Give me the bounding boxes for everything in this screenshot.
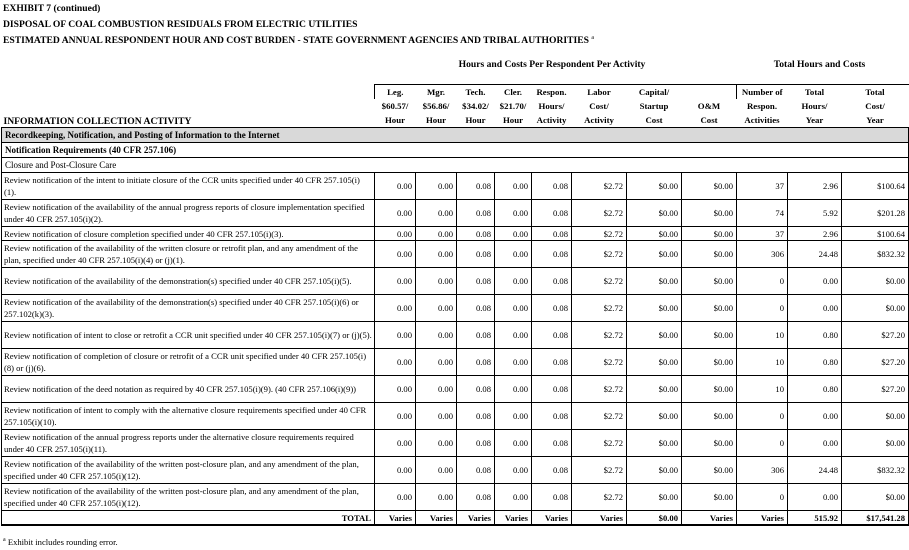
table-cell: 0.00 xyxy=(375,457,416,484)
table-cell: 0.00 xyxy=(375,322,416,349)
activity-header xyxy=(2,85,375,100)
table-cell: 0 xyxy=(737,403,788,430)
table-cell: 0.08 xyxy=(457,241,495,268)
table-cell: 0 xyxy=(737,295,788,322)
activity-description: Review notification of intent to comply with the alternative closure requirements specified under 40 CFR 257.105(i)(10). xyxy=(2,403,375,430)
table-cell: $0.00 xyxy=(627,173,682,200)
table-cell: $0.00 xyxy=(682,241,737,268)
column-header: $21.70/ xyxy=(499,101,527,111)
column-header: $56.86/ xyxy=(422,101,450,111)
table-cell: 24.48 xyxy=(788,457,842,484)
total-cell: $17,541.28 xyxy=(842,511,909,526)
exhibit-label: EXHIBIT 7 (continued) xyxy=(3,3,101,14)
table-cell: 0.00 xyxy=(375,349,416,376)
table-cell: 0.08 xyxy=(457,295,495,322)
section-heading-row xyxy=(2,128,909,143)
table-cell: 0.00 xyxy=(495,200,532,227)
table-cell: $0.00 xyxy=(627,241,682,268)
table-row xyxy=(2,403,909,430)
table-cell: 0.08 xyxy=(532,430,572,457)
column-header: Labor xyxy=(572,85,627,100)
table-cell: 0.00 xyxy=(416,241,457,268)
table-cell: $0.00 xyxy=(682,200,737,227)
table-cell: 0.08 xyxy=(457,376,495,403)
table-cell: 10 xyxy=(737,349,788,376)
table-cell: $0.00 xyxy=(682,457,737,484)
table-row xyxy=(2,227,909,241)
activity-description: Review notification of the availability of the demonstration(s) specified under 40 CFR 257.105(i)(5). xyxy=(2,268,375,295)
table-cell: 0.08 xyxy=(457,268,495,295)
column-header: Startup xyxy=(639,101,669,111)
table-cell: $0.00 xyxy=(842,268,909,295)
table-cell: 0.08 xyxy=(457,322,495,349)
table-cell: 5.92 xyxy=(788,200,842,227)
table-row xyxy=(2,484,909,511)
column-header: Leg. xyxy=(375,85,416,100)
title-footnote-mark: a xyxy=(591,35,595,41)
column-header: Hour xyxy=(416,113,457,128)
table-cell: $2.72 xyxy=(572,200,627,227)
activity-description: Review notification of the annual progress reports under the alternative closure requirements required under 40 CFR 257.105(i)(11). xyxy=(2,430,375,457)
table-cell: 0.00 xyxy=(375,484,416,511)
table-cell: 0.00 xyxy=(375,430,416,457)
table-cell: 0.00 xyxy=(416,376,457,403)
table-cell: 0.08 xyxy=(532,484,572,511)
table-cell: 0.08 xyxy=(457,457,495,484)
table-cell: $2.72 xyxy=(572,430,627,457)
column-header: O&M xyxy=(697,101,721,111)
column-header: Cost xyxy=(682,113,737,128)
table-cell: $27.20 xyxy=(842,322,909,349)
table-cell: $0.00 xyxy=(682,173,737,200)
table-cell: 0.00 xyxy=(495,268,532,295)
table-cell: 0.00 xyxy=(788,295,842,322)
total-cell: Varies xyxy=(532,511,572,526)
column-header: Total xyxy=(788,85,842,100)
table-cell: 0.00 xyxy=(416,349,457,376)
table-cell: 0.00 xyxy=(788,403,842,430)
table-cell: 74 xyxy=(737,200,788,227)
table-cell: 0.00 xyxy=(416,430,457,457)
table-row xyxy=(2,376,909,403)
table-cell: $2.72 xyxy=(572,349,627,376)
column-header: Respon. xyxy=(746,101,778,111)
table-cell: 0.08 xyxy=(532,268,572,295)
table-cell: 0.00 xyxy=(416,295,457,322)
table-cell: 0.00 xyxy=(495,227,532,241)
table-cell: $201.28 xyxy=(842,200,909,227)
table-cell: 0.80 xyxy=(788,322,842,349)
table-cell: 10 xyxy=(737,376,788,403)
table-cell: $0.00 xyxy=(627,349,682,376)
table-cell: 0.80 xyxy=(788,349,842,376)
table-cell: 0.00 xyxy=(416,457,457,484)
column-header: Hour xyxy=(457,113,495,128)
table-cell: 0.08 xyxy=(532,349,572,376)
table-cell: 0.08 xyxy=(457,173,495,200)
table-cell: 0.08 xyxy=(532,173,572,200)
activity-description: Review notification of closure completion specified under 40 CFR 257.105(i)(3). xyxy=(2,227,375,241)
table-cell: 0.08 xyxy=(532,376,572,403)
table-cell: 0.00 xyxy=(495,403,532,430)
total-cell: Varies xyxy=(682,511,737,526)
table-cell: $2.72 xyxy=(572,376,627,403)
table-cell: 0.00 xyxy=(375,295,416,322)
column-header: Mgr. xyxy=(416,85,457,100)
total-label: TOTAL xyxy=(2,511,375,526)
table-cell: 0.08 xyxy=(532,295,572,322)
table-cell: 0.08 xyxy=(532,241,572,268)
column-header: Capital/ xyxy=(627,85,682,100)
table-cell: $100.64 xyxy=(842,227,909,241)
table-cell: 0.00 xyxy=(416,173,457,200)
total-group-header: Total Hours and Costs xyxy=(773,59,866,70)
column-header: Total xyxy=(842,85,909,100)
table-cell: 0.00 xyxy=(375,403,416,430)
exhibit-subtitle xyxy=(3,35,594,46)
total-cell: Varies xyxy=(737,511,788,526)
subsection-heading: Notification Requirements (40 CFR 257.106) xyxy=(2,143,909,158)
exhibit-title: DISPOSAL OF COAL COMBUSTION RESIDUALS FROM ELECTRIC UTILITIES xyxy=(3,19,358,30)
table-cell: 0.00 xyxy=(495,295,532,322)
table-cell: $0.00 xyxy=(842,484,909,511)
column-header: Activity xyxy=(532,113,572,128)
group-heading-row xyxy=(2,158,909,173)
table-cell: 0.00 xyxy=(416,403,457,430)
table-cell: 0.00 xyxy=(495,349,532,376)
table-cell: 0.08 xyxy=(532,200,572,227)
table-cell: 0.00 xyxy=(375,376,416,403)
table-cell: 0.00 xyxy=(495,173,532,200)
table-cell: 0.00 xyxy=(375,268,416,295)
total-cell: Varies xyxy=(416,511,457,526)
column-header: Tech. xyxy=(457,85,495,100)
table-cell: $0.00 xyxy=(627,295,682,322)
table-row xyxy=(2,241,909,268)
table-cell: 0.00 xyxy=(788,268,842,295)
total-cell: 515.92 xyxy=(788,511,842,526)
table-cell: $2.72 xyxy=(572,241,627,268)
table-cell: $2.72 xyxy=(572,484,627,511)
table-cell: 0.00 xyxy=(495,430,532,457)
table-cell: $2.72 xyxy=(572,173,627,200)
table-cell: $832.32 xyxy=(842,457,909,484)
table-cell: $0.00 xyxy=(627,376,682,403)
table-cell: $0.00 xyxy=(682,484,737,511)
column-header: Cler. xyxy=(495,85,532,100)
table-row xyxy=(2,173,909,200)
table-cell: $2.72 xyxy=(572,268,627,295)
table-cell: 0.08 xyxy=(457,403,495,430)
column-header: Hours/ xyxy=(538,101,565,111)
column-header: $34.02/ xyxy=(462,101,489,111)
activity-description: Review notification of the availability of the written post-closure plan, and any amendment of the plan, specified under 40 CFR 257.105(i)(12). xyxy=(2,484,375,511)
table-cell: $0.00 xyxy=(842,295,909,322)
column-header: Respon. xyxy=(532,85,572,100)
table-cell: $2.72 xyxy=(572,403,627,430)
activity-description: Review notification of the availability of the written closure or retrofit plan, and any amendment of the plan, specified under 40 CFR 257.105(i)(4) or (j)(1). xyxy=(2,241,375,268)
table-cell: 0.00 xyxy=(495,457,532,484)
column-header: Activities xyxy=(737,113,788,128)
per-respondent-group-header: Hours and Costs Per Respondent Per Activity xyxy=(458,59,646,70)
footnote-text: Exhibit includes rounding error. xyxy=(7,537,118,547)
table-cell: 0.08 xyxy=(457,484,495,511)
table-cell: $0.00 xyxy=(627,484,682,511)
table-cell: 0 xyxy=(737,484,788,511)
table-cell: $0.00 xyxy=(682,227,737,241)
column-header: Hour xyxy=(375,113,416,128)
activity-description: Review notification of the availability of the annual progress reports of closure implementation specified under 40 CFR 257.105(i)(2). xyxy=(2,200,375,227)
table-cell: 0.08 xyxy=(532,457,572,484)
activity-description: Review notification of the deed notation as required by 40 CFR 257.105(i)(9). (40 CFR 257.106(i)(9)) xyxy=(2,376,375,403)
table-cell: $0.00 xyxy=(682,376,737,403)
activity-header: INFORMATION COLLECTION ACTIVITY xyxy=(2,113,375,128)
column-header xyxy=(682,85,737,100)
table-cell: $832.32 xyxy=(842,241,909,268)
column-header: Number of xyxy=(737,85,788,100)
table-cell: $27.20 xyxy=(842,349,909,376)
column-header: Activity xyxy=(572,113,627,128)
table-cell: $0.00 xyxy=(682,268,737,295)
table-row xyxy=(2,349,909,376)
activity-header xyxy=(2,99,375,113)
header-row xyxy=(2,85,909,100)
table-cell: 0.08 xyxy=(457,200,495,227)
total-cell: Varies xyxy=(375,511,416,526)
table-cell: $0.00 xyxy=(627,268,682,295)
table-cell: $0.00 xyxy=(627,403,682,430)
column-header: Cost/ xyxy=(865,101,885,111)
table-row xyxy=(2,322,909,349)
table-cell: 37 xyxy=(737,173,788,200)
exhibit-subtitle-text: ESTIMATED ANNUAL RESPONDENT HOUR AND COST BURDEN - STATE GOVERNMENT AGENCIES AND TRIBAL AUTHORITIES xyxy=(3,35,589,47)
table-cell: $0.00 xyxy=(682,349,737,376)
table-cell: 0.08 xyxy=(457,227,495,241)
total-row xyxy=(2,511,909,526)
table-cell: $2.72 xyxy=(572,295,627,322)
table-cell: 0.00 xyxy=(495,484,532,511)
table-cell: 0 xyxy=(737,430,788,457)
table-cell: 0.00 xyxy=(375,227,416,241)
table-cell: 0.00 xyxy=(416,268,457,295)
section-heading: Recordkeeping, Notification, and Posting of Information to the Internet xyxy=(2,128,909,143)
table-cell: $0.00 xyxy=(627,322,682,349)
table-cell: 0.00 xyxy=(416,484,457,511)
footnote xyxy=(3,537,118,547)
activity-description: Review notification of the availability of the demonstration(s) specified under 40 CFR 257.105(i)(6) or 257.102(k)(3). xyxy=(2,295,375,322)
table-cell: 306 xyxy=(737,241,788,268)
table-cell: $27.20 xyxy=(842,376,909,403)
table-cell: 0.00 xyxy=(375,200,416,227)
footnote-mark: a xyxy=(3,537,6,544)
table-cell: 0.00 xyxy=(416,227,457,241)
column-header: Year xyxy=(842,113,909,128)
table-cell: 0.00 xyxy=(788,484,842,511)
activity-description: Review notification of the intent to initiate closure of the CCR units specified under 40 CFR 257.105(i)(1). xyxy=(2,173,375,200)
table-cell: 0.00 xyxy=(495,322,532,349)
column-header: $60.57/ xyxy=(381,101,409,111)
column-header: Hour xyxy=(495,113,532,128)
table-cell: 0.80 xyxy=(788,376,842,403)
column-header: Cost xyxy=(627,113,682,128)
table-cell: $0.00 xyxy=(627,227,682,241)
activity-description: Review notification of intent to close or retrofit a CCR unit specified under 40 CFR 257.105(i)(7) or (j)(5). xyxy=(2,322,375,349)
table-cell: $0.00 xyxy=(627,200,682,227)
activity-description: Review notification of completion of closure or retrofit of a CCR unit specified under 40 CFR 257.105(i)(8) or (j)(6). xyxy=(2,349,375,376)
table-cell: 0.08 xyxy=(457,349,495,376)
table-cell: $0.00 xyxy=(627,457,682,484)
table-cell: $0.00 xyxy=(682,430,737,457)
table-row xyxy=(2,200,909,227)
table-cell: $2.72 xyxy=(572,227,627,241)
activity-description: Review notification of the availability of the written post-closure plan, and any amendment of the plan, specified under 40 CFR 257.105(i)(12). xyxy=(2,457,375,484)
table-cell: 0.00 xyxy=(375,241,416,268)
table-cell: $0.00 xyxy=(627,430,682,457)
table-cell: 0.00 xyxy=(416,322,457,349)
table-cell: $2.72 xyxy=(572,457,627,484)
table-cell: 0 xyxy=(737,268,788,295)
table-cell: 37 xyxy=(737,227,788,241)
table-cell: 0.00 xyxy=(495,241,532,268)
table-row xyxy=(2,430,909,457)
subsection-heading-row xyxy=(2,143,909,158)
table-cell: $0.00 xyxy=(682,322,737,349)
table-cell: 0.08 xyxy=(532,403,572,430)
table-row xyxy=(2,268,909,295)
table-cell: $0.00 xyxy=(842,403,909,430)
table-cell: 2.96 xyxy=(788,173,842,200)
table-cell: $0.00 xyxy=(682,403,737,430)
table-cell: $0.00 xyxy=(842,430,909,457)
table-cell: $2.72 xyxy=(572,322,627,349)
header-row xyxy=(2,99,909,113)
burden-table xyxy=(1,84,909,526)
group-heading: Closure and Post-Closure Care xyxy=(2,158,909,173)
table-row xyxy=(2,457,909,484)
table-cell: 0.00 xyxy=(495,376,532,403)
total-cell: Varies xyxy=(572,511,627,526)
total-cell: Varies xyxy=(495,511,532,526)
table-cell: 0.08 xyxy=(532,227,572,241)
table-cell: $0.00 xyxy=(682,295,737,322)
table-row xyxy=(2,295,909,322)
table-cell: 24.48 xyxy=(788,241,842,268)
table-cell: 0.08 xyxy=(532,322,572,349)
column-header: Hours/ xyxy=(801,101,828,111)
table-cell: $100.64 xyxy=(842,173,909,200)
table-cell: 0.00 xyxy=(375,173,416,200)
column-header: Cost/ xyxy=(589,101,609,111)
total-cell: Varies xyxy=(457,511,495,526)
table-cell: 0.00 xyxy=(788,430,842,457)
table-cell: 0.00 xyxy=(416,200,457,227)
table-cell: 2.96 xyxy=(788,227,842,241)
column-header: Year xyxy=(788,113,842,128)
table-cell: 306 xyxy=(737,457,788,484)
total-cell: $0.00 xyxy=(627,511,682,526)
table-cell: 10 xyxy=(737,322,788,349)
header-row xyxy=(2,113,909,128)
table-cell: 0.08 xyxy=(457,430,495,457)
